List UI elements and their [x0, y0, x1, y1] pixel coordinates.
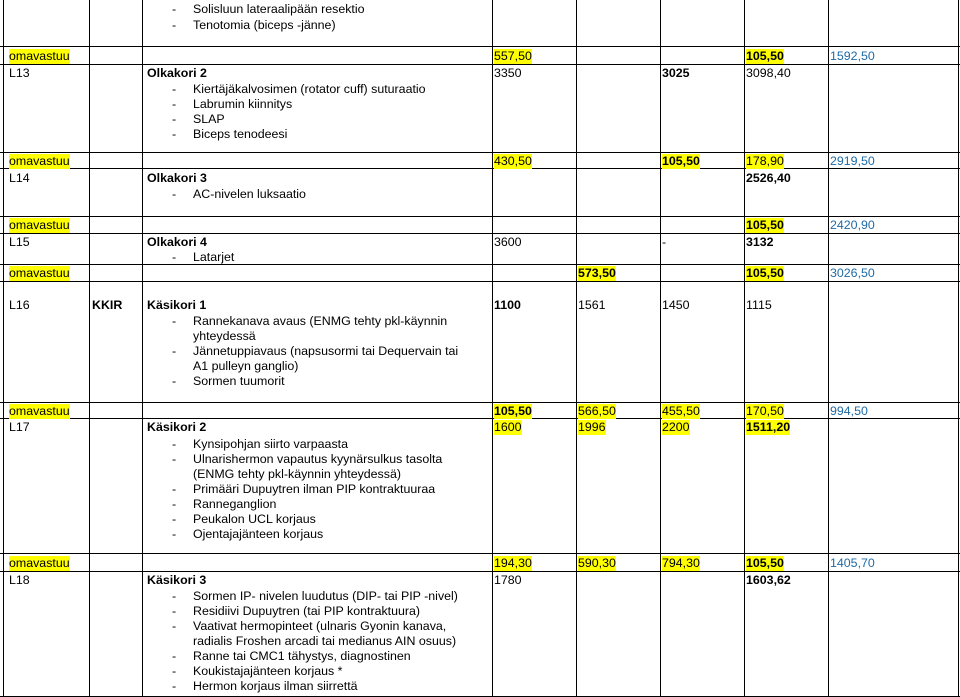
- list-item: Tenotomia (biceps -jänne): [193, 18, 336, 32]
- list-item: Labrumin kiinnitys: [193, 97, 293, 111]
- cell-value: 105,50: [746, 266, 784, 280]
- cell-value: 105,50: [746, 556, 784, 570]
- row-divider: [0, 46, 960, 47]
- cell-value: 794,30: [662, 556, 700, 570]
- column-divider: [142, 0, 143, 697]
- row-title: Olkakori 3: [147, 171, 207, 185]
- list-item: Koukistajajänteen korjaus *: [193, 664, 343, 678]
- cell-value: -: [662, 235, 667, 249]
- list-item: Kiertäjäkalvosimen (rotator cuff) suturaatio: [193, 82, 426, 96]
- cell-value: 2200: [662, 420, 690, 434]
- row-divider: [0, 264, 960, 265]
- row-title: Olkakori 4: [147, 235, 207, 249]
- list-item: Vaativat hermopinteet (ulnaris Gyonin kanava,: [193, 619, 447, 633]
- list-item: Ranne tai CMC1 tähystys, diagnostinen: [193, 649, 411, 663]
- cell-value: 1405,70: [830, 556, 875, 570]
- row-code: L17: [9, 420, 30, 434]
- row-code: L18: [9, 573, 30, 587]
- list-item: Primääri Dupuytren ilman PIP kontraktuuraa: [193, 482, 436, 496]
- omavastuu-label: omavastuu: [9, 556, 70, 570]
- column-divider: [660, 0, 661, 697]
- cell-value: 3025: [662, 66, 690, 80]
- cell-value: 1600: [494, 420, 522, 434]
- list-item: Sormen IP- nivelen luudutus (DIP- tai PIP -nivel): [193, 589, 458, 603]
- list-item: Ulnarishermon vapautus kyynärsulkus tasolta: [193, 452, 443, 466]
- column-divider: [828, 0, 829, 697]
- omavastuu-label: omavastuu: [9, 404, 70, 418]
- cell-value: 170,50: [746, 404, 784, 418]
- cell-value: 573,50: [578, 266, 616, 280]
- cell-value: 105,50: [746, 218, 784, 232]
- cell-value: 105,50: [746, 49, 784, 63]
- cell-value: 455,50: [662, 404, 700, 418]
- cell-value: 1780: [494, 573, 522, 587]
- list-item: Sormen tuumorit: [193, 374, 285, 388]
- omavastuu-label: omavastuu: [9, 49, 70, 63]
- cell-value: 430,50: [494, 154, 532, 168]
- row-divider: [0, 233, 960, 234]
- cell-value: 105,50: [494, 404, 532, 418]
- row-divider: [0, 152, 960, 153]
- row-title: Käsikori 1: [147, 298, 207, 312]
- column-divider: [89, 0, 90, 697]
- column-divider: [492, 0, 493, 697]
- row-divider: [0, 402, 960, 403]
- cell-value: 566,50: [578, 404, 616, 418]
- list-item: Rannekanava avaus (ENMG tehty pkl-käynnin: [193, 314, 448, 328]
- row-divider: [0, 168, 960, 169]
- list-item: SLAP: [193, 112, 225, 126]
- cell-value: 3132: [746, 235, 774, 249]
- list-item: Ojentajajänteen korjaus: [193, 527, 324, 541]
- cell-value: 2526,40: [746, 171, 791, 185]
- row-divider: [0, 281, 960, 282]
- cell-value: 105,50: [662, 154, 700, 168]
- row-code: L15: [9, 235, 30, 249]
- list-item: Peukalon UCL korjaus: [193, 512, 316, 526]
- cell-value: 557,50: [494, 49, 532, 63]
- list-item: Latarjet: [193, 250, 235, 264]
- list-item: A1 pulleyn ganglio): [193, 359, 299, 373]
- list-item: yhteydessä: [193, 329, 256, 343]
- omavastuu-label: omavastuu: [9, 154, 70, 168]
- cell-value: 3600: [494, 235, 522, 249]
- cell-value: 1996: [578, 420, 606, 434]
- omavastuu-label: omavastuu: [9, 218, 70, 232]
- omavastuu-label: omavastuu: [9, 266, 70, 280]
- row-code: L14: [9, 171, 30, 185]
- cell-value: 590,30: [578, 556, 616, 570]
- list-item: Biceps tenodeesi: [193, 127, 288, 141]
- row-divider: [0, 571, 960, 572]
- cell-value: 2420,90: [830, 218, 875, 232]
- cell-value: 1561: [578, 298, 606, 312]
- list-item: Hermon korjaus ilman siirrettä: [193, 679, 358, 693]
- cell-value: 3026,50: [830, 266, 875, 280]
- table-border-left: [3, 0, 4, 697]
- cell-value: 3098,40: [746, 66, 791, 80]
- cell-value: 1511,20: [746, 420, 791, 434]
- list-item: Ranneganglion: [193, 497, 277, 511]
- list-item: Solisluun lateraalipään resektio: [193, 2, 365, 16]
- row-title: Olkakori 2: [147, 66, 207, 80]
- table-border-right: [958, 0, 959, 697]
- cell-value: 1100: [494, 298, 521, 312]
- row-category: KKIR: [92, 298, 123, 312]
- cell-value: 2919,50: [830, 154, 875, 168]
- row-divider: [0, 216, 960, 217]
- row-divider: [0, 64, 960, 65]
- row-title: Käsikori 3: [147, 573, 207, 587]
- cell-value: 194,30: [494, 556, 532, 570]
- cell-value: 1592,50: [830, 49, 875, 63]
- list-item: radialis Froshen arcadi tai medianus AIN osuus): [193, 634, 457, 648]
- row-divider: [0, 553, 960, 554]
- cell-value: 1603,62: [746, 573, 791, 587]
- list-item: Kynsipohjan siirto varpaasta: [193, 437, 348, 451]
- list-item: Jännetuppiavaus (napsusormi tai Dequervain tai: [193, 344, 459, 358]
- list-item: AC-nivelen luksaatio: [193, 187, 306, 201]
- cell-value: 1115: [746, 298, 772, 312]
- row-code: L13: [9, 66, 30, 80]
- column-divider: [744, 0, 745, 697]
- cell-value: 994,50: [830, 404, 868, 418]
- row-title: Käsikori 2: [147, 420, 207, 434]
- list-item: Residiivi Dupuytren (tai PIP kontraktuura): [193, 604, 421, 618]
- cell-value: 178,90: [746, 154, 784, 168]
- cell-value: 3350: [494, 66, 522, 80]
- row-divider: [0, 418, 960, 419]
- list-item: (ENMG tehty pkl-käynnin yhteydessä): [193, 467, 401, 481]
- row-code: L16: [9, 298, 30, 312]
- column-divider: [576, 0, 577, 697]
- cell-value: 1450: [662, 298, 690, 312]
